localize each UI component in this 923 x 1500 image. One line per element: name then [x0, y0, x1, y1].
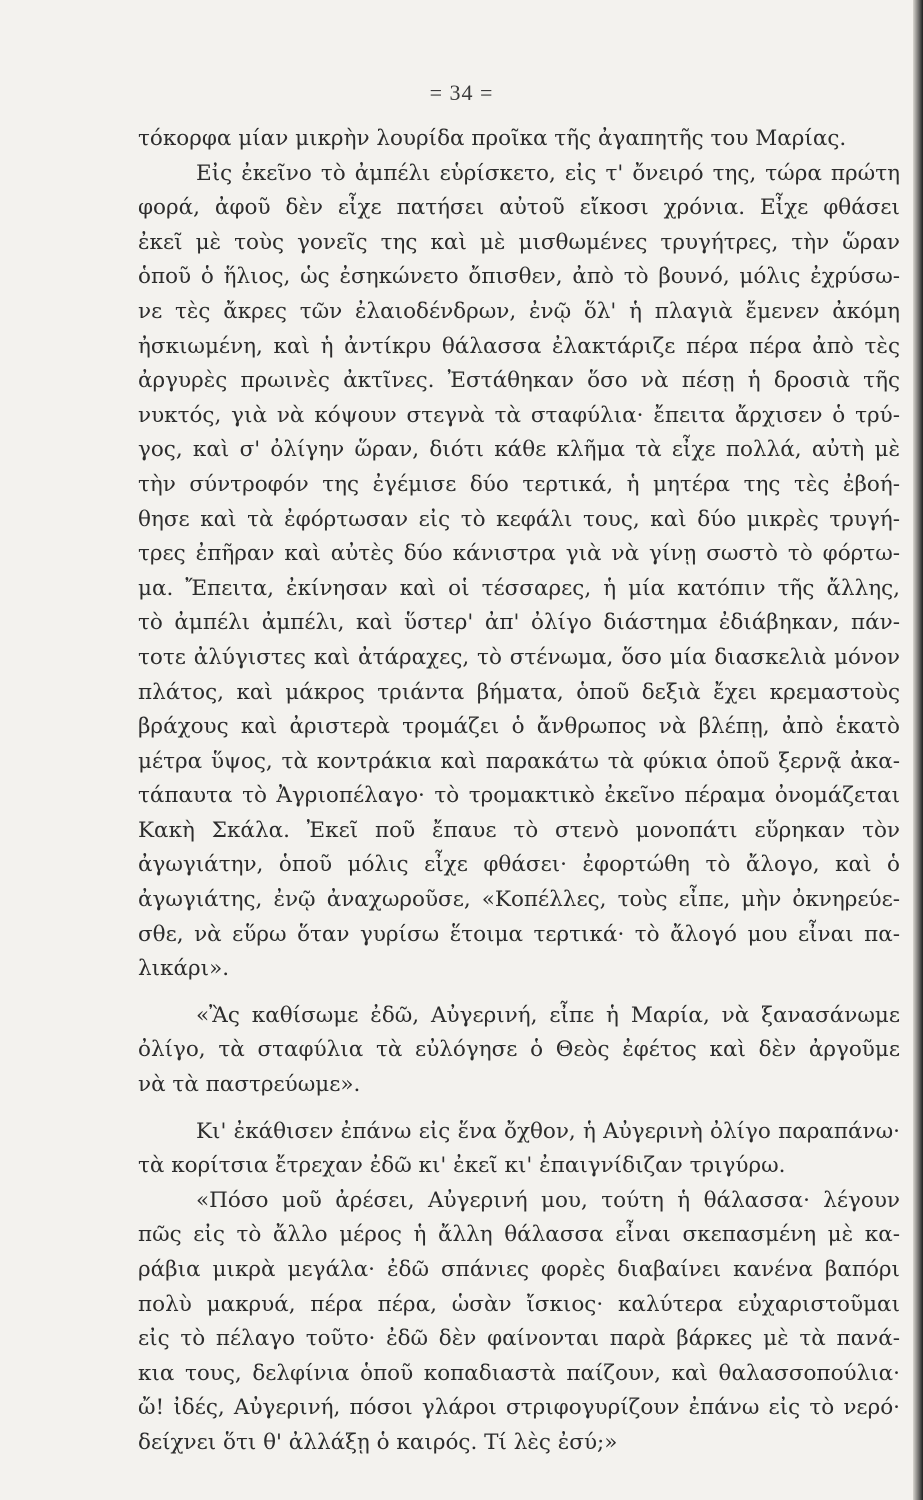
text-line: νε τὲς ἄκρες τῶν ἐλαιοδένδρων, ἐνῷ ὅλ' ἡ πλαγιὰ ἔμενεν ἀκόμη — [138, 298, 900, 324]
text-line: τρες ἐπῆραν καὶ αὐτὲς δύο κάνιστρα γιὰ νὰ γίνῃ σωστὸ τὸ φόρτω- — [138, 541, 900, 567]
text-line: ἐκεῖ μὲ τοὺς γονεῖς της καὶ μὲ μισθωμένες τρυγήτρες, τὴν ὥραν — [138, 229, 900, 255]
text-line: λικάρι». — [138, 956, 230, 982]
text-line: ὁποῦ ὁ ἥλιος, ὡς ἐσηκώνετο ὄπισθεν, ἀπὸ τὸ βουνό, μόλις ἐχρύσω- — [138, 264, 900, 290]
text-line: γος, καὶ σ' ὀλίγην ὥραν, διότι κάθε κλῆμα τὰ εἶχε πολλά, αὐτὴ μὲ — [138, 437, 900, 463]
text-line: «Ἂς καθίσωμε ἐδῶ, Αὐγερινή, εἶπε ἡ Μαρία, νὰ ξανασάνωμε — [196, 1002, 900, 1028]
text-line: τὴν σύντροφόν της ἐγέμισε δύο τερτικά, ἡ μητέρα της τὲς ἐβοή- — [138, 471, 900, 497]
text-line: νυκτός, γιὰ νὰ κόψουν στεγνὰ τὰ σταφύλια· ἔπειτα ἄρχισεν ὁ τρύ- — [138, 402, 900, 428]
page-number: = 34 = — [429, 80, 494, 105]
text-line: ὀλίγο, τὰ σταφύλια τὰ εὐλόγησε ὁ Θεὸς ἐφέτος καὶ δὲν ἀργοῦμε — [138, 1037, 900, 1063]
body-text — [138, 122, 900, 1461]
text-line: τὰ κορίτσια ἔτρεχαν ἐδῶ κι' ἐκεῖ κι' ἐπαιγνίδιζαν τριγύρω. — [138, 1153, 786, 1179]
text-line: κια τους, δελφίνια ὁποῦ κοπαδιαστὰ παίζουν, καὶ θαλασσοπούλια· — [138, 1360, 900, 1386]
text-line: εἰς τὸ πέλαγο τοῦτο· ἐδῶ δὲν φαίνονται παρὰ βάρκες μὲ τὰ πανά- — [138, 1326, 900, 1352]
text-line: ἀγωγιάτην, ὁποῦ μόλις εἶχε φθάσει· ἐφορτώθη τὸ ἄλογο, καὶ ὁ — [138, 852, 900, 878]
text-line: ἠσκιωμένη, καὶ ἡ ἀντίκρυ θάλασσα ἐλακτάριζε πέρα πέρα ἀπὸ τὲς — [138, 333, 900, 359]
text-line: ἀργυρὲς πρωινὲς ἀκτῖνες. Ἐστάθηκαν ὅσο νὰ πέσῃ ἡ δροσιὰ τῆς — [138, 368, 900, 394]
text-line: τὸ ἀμπέλι ἀμπέλι, καὶ ὕστερ' ἀπ' ὀλίγο διάστημα ἐδιάβηκαν, πάν- — [138, 610, 900, 636]
text-line: Εἰς ἐκεῖνο τὸ ἀμπέλι εὑρίσκετο, εἰς τ' ὄνειρό της, τώρα πρώτη — [196, 160, 900, 186]
text-line: Κι' ἐκάθισεν ἐπάνω εἰς ἕνα ὄχθον, ἡ Αὐγερινὴ ὀλίγο παραπάνω· — [196, 1118, 900, 1144]
text-line: ράβια μικρὰ μεγάλα· ἐδῶ σπάνιες φορὲς διαβαίνει κανένα βαπόρι — [138, 1257, 900, 1282]
text-line: ἀγωγιάτης, ἐνῷ ἀναχωροῦσε, «Κοπέλλες, τοὺς εἶπε, μὴν ὀκνηρεύε- — [138, 887, 900, 913]
text-line: σθε, νὰ εὕρω ὅταν γυρίσω ἕτοιμα τερτικά· τὸ ἄλογό μου εἶναι πα- — [138, 921, 900, 947]
text-line: νὰ τὰ παστρεύωμε». — [138, 1072, 361, 1098]
text-line: πολὺ μακρυά, πέρα πέρα, ὡσὰν ἴσκιος· καλύτερα εὐχαριστοῦμαι — [138, 1291, 900, 1317]
text-line: θησε καὶ τὰ ἐφόρτωσαν εἰς τὸ κεφάλι τους, καὶ δύο μικρὲς τρυγή- — [138, 506, 900, 532]
text-line: φορά, ἀφοῦ δὲν εἶχε πατήσει αὐτοῦ εἴκοσι χρόνια. Εἶχε φθάσει — [138, 195, 900, 221]
text-line: τάπαυτα τὸ Ἀγριοπέλαγο· τὸ τρομακτικὸ ἐκεῖνο πέραμα ὀνομάζεται — [138, 783, 900, 809]
scan-border — [913, 0, 923, 1500]
text-line: Κακὴ Σκάλα. Ἐκεῖ ποῦ ἔπαυε τὸ στενὸ μονοπάτι εὕρηκαν τὸν — [138, 817, 900, 843]
text-line: τόκορφα μίαν μικρὴν λουρίδα προῖκα τῆς ἀγαπητῆς του Μαρίας. — [138, 126, 847, 151]
text-line: πῶς εἰς τὸ ἄλλο μέρος ἡ ἄλλη θάλασσα εἶναι σκεπασμένη μὲ κα- — [138, 1222, 900, 1248]
text-line: μα. Ἔπειτα, ἐκίνησαν καὶ οἱ τέσσαρες, ἡ μία κατόπιν τῆς ἄλλης, — [138, 575, 900, 601]
text-line: δείχνει ὅτι θ' ἀλλάξῃ ὁ καιρός. Τί λὲς ἐσύ;» — [138, 1429, 618, 1455]
text-line: ὤ! ἰδές, Αὐγερινή, πόσοι γλάροι στριφογυρίζουν ἐπάνω εἰς τὸ νερό· — [138, 1395, 900, 1421]
text-line: τοτε ἀλύγιστες καὶ ἀτάραχες, τὸ στένωμα, ὅσο μία διασκελιὰ μόνον — [138, 644, 900, 670]
text-line: μέτρα ὕψος, τὰ κοντράκια καὶ παρακάτω τὰ φύκια ὁποῦ ξερνᾷ ἀκα- — [138, 748, 900, 774]
text-line: «Πόσο μοῦ ἀρέσει, Αὐγερινή μου, τούτη ἡ θάλασσα· λέγουν — [196, 1187, 900, 1213]
text-line: βράχους καὶ ἀριστερὰ τρομάζει ὁ ἄνθρωπος νὰ βλέπῃ, ἀπὸ ἑκατὸ — [138, 714, 900, 740]
text-line: πλάτος, καὶ μάκρος τριάντα βήματα, ὁποῦ δεξιὰ ἔχει κρεμαστοὺς — [138, 679, 900, 705]
